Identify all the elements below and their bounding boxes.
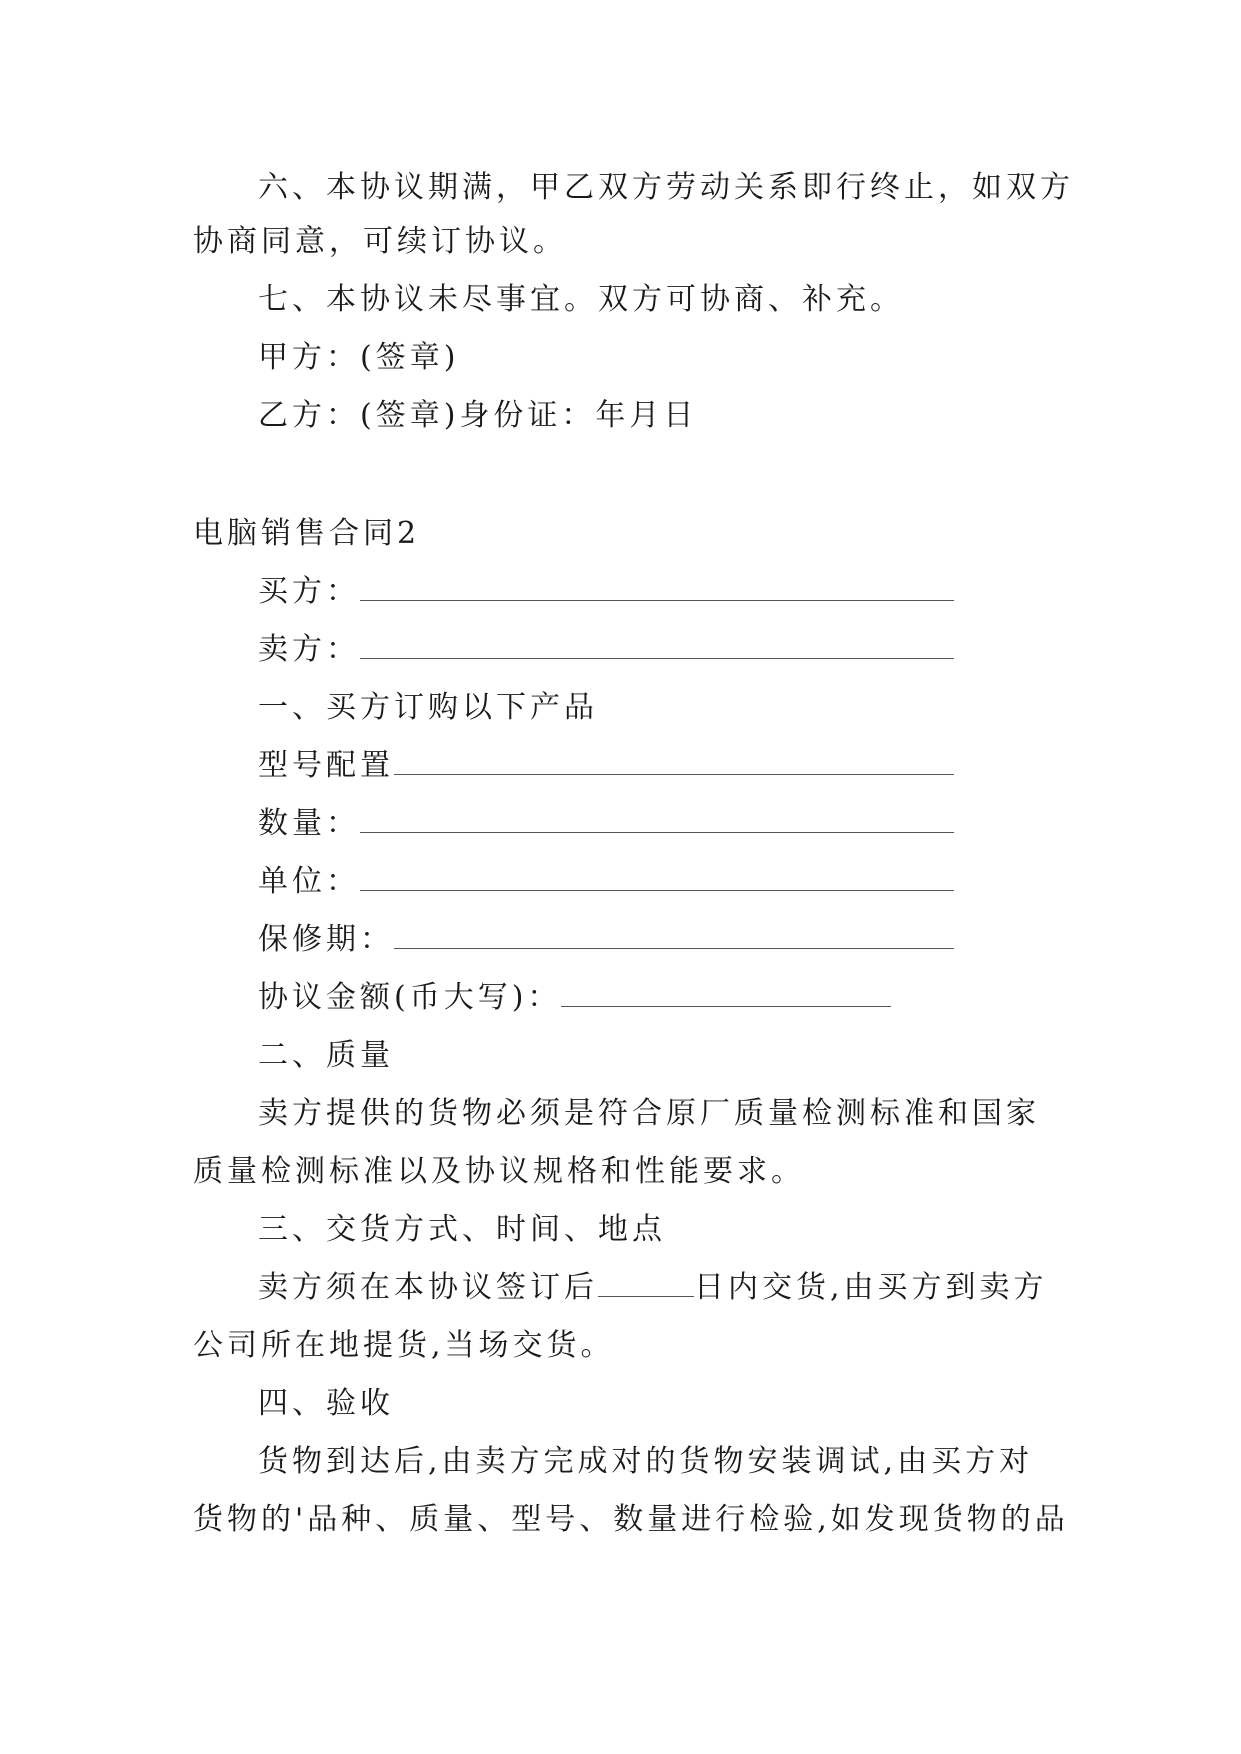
- warranty-row: [258, 920, 1118, 960]
- acceptance-text-line2: 货物的'品种、质量、型号、数量进行检验,如发现货物的品: [193, 1502, 1069, 1537]
- unit-field[interactable]: [360, 862, 954, 891]
- quantity-row: [258, 804, 1118, 844]
- buyer-field[interactable]: [360, 572, 954, 601]
- warranty-label: 保修期：: [258, 922, 394, 957]
- quantity-label: 数量：: [258, 806, 360, 841]
- part1-heading: 一、买方订购以下产品: [258, 690, 598, 725]
- delivery-text-after: 日内交货,由买方到卖方: [694, 1270, 1048, 1305]
- amount-row: [258, 978, 1118, 1018]
- part3-heading: 三、交货方式、时间、地点: [258, 1212, 666, 1247]
- section6-line2: 协商同意，可续订协议。: [193, 224, 567, 259]
- section6-line1: 六、本协议期满，甲乙双方劳动关系即行终止，如双方: [258, 170, 1074, 205]
- model-row: [258, 746, 1118, 786]
- buyer-label: 买方：: [258, 574, 360, 609]
- party-a-signature: 甲方：(签章): [258, 340, 460, 375]
- delivery-text-before: 卖方须在本协议签订后: [258, 1270, 598, 1305]
- quantity-field[interactable]: [360, 804, 954, 833]
- warranty-field[interactable]: [394, 920, 954, 949]
- buyer-row: [258, 572, 1118, 612]
- delivery-days-field[interactable]: [598, 1268, 694, 1297]
- section7: 七、本协议未尽事宜。双方可协商、补充。: [258, 282, 904, 317]
- acceptance-text-line1: 货物到达后,由卖方完成对的货物安装调试,由买方对: [258, 1444, 1034, 1479]
- amount-label: 协议金额(币大写)：: [258, 980, 562, 1015]
- delivery-text-line2: 公司所在地提货,当场交货。: [193, 1328, 615, 1363]
- contract-title: 电脑销售合同2: [193, 516, 421, 551]
- model-field[interactable]: [394, 746, 954, 775]
- delivery-text-line1: [258, 1268, 1118, 1308]
- quality-text-line1: 卖方提供的货物必须是符合原厂质量检测标准和国家: [258, 1096, 1040, 1131]
- part4-heading: 四、验收: [258, 1386, 394, 1421]
- unit-row: [258, 862, 1118, 902]
- seller-row: [258, 630, 1118, 670]
- party-b-signature: 乙方：(签章)身份证：年月日: [258, 398, 698, 433]
- part2-heading: 二、质量: [258, 1038, 394, 1073]
- quality-text-line2: 质量检测标准以及协议规格和性能要求。: [193, 1154, 805, 1189]
- unit-label: 单位：: [258, 864, 360, 899]
- amount-field[interactable]: [561, 978, 891, 1007]
- seller-field[interactable]: [360, 630, 954, 659]
- model-label: 型号配置: [258, 748, 394, 783]
- seller-label: 卖方：: [258, 632, 360, 667]
